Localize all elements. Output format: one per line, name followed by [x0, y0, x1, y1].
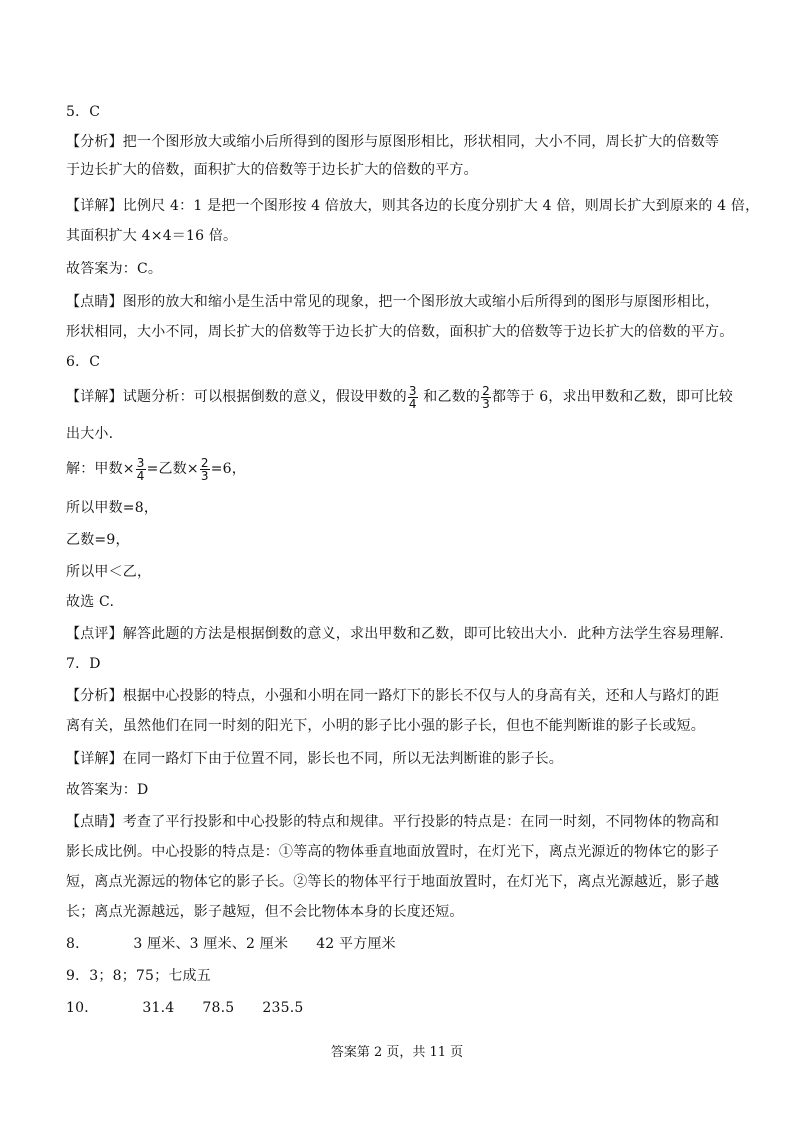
- answer-5-analysis-line-1: 【分析】把一个图形放大或缩小后所得到的图形与原图形相比，形状相同，大小不同，周长扩大的倍数等: [66, 134, 720, 150]
- answer-6-detail-line-2: 出大小.: [66, 426, 114, 442]
- fraction-denominator: 3: [482, 396, 490, 411]
- answer-6-step-1: 所以甲数=8，: [66, 500, 159, 516]
- page-footer: 答案第 2 页，共 11 页: [330, 1045, 464, 1060]
- answer-10-part-3: 235.5: [262, 1000, 304, 1016]
- equation-text-a: 解：甲数×: [66, 461, 135, 477]
- fraction-numerator: 3: [408, 383, 417, 398]
- answer-8-number: 8．: [66, 936, 90, 952]
- equation-text-b: =乙数×: [146, 461, 199, 477]
- answer-6-comment: 【点评】解答此题的方法是根据倒数的意义，求出甲数和乙数，即可比较出大小．此种方法学生容易理解.: [66, 626, 724, 642]
- answer-6-solution-equation: [66, 452, 246, 486]
- answer-8-part-2: 42 平方厘米: [316, 936, 396, 952]
- answer-7-heading: 7．D: [66, 656, 101, 672]
- answer-5-analysis-line-2: 于边长扩大的倍数，面积扩大的倍数等于边长扩大的倍数的平方。: [66, 162, 478, 178]
- answer-7-analysis-line-2: 离有关，虽然他们在同一时刻的阳光下，小明的影子比小强的影子长，但也不能判断谁的影子长或短。: [66, 718, 705, 734]
- answer-7-detail: 【详解】在同一路灯下由于位置不同，影长也不同，所以无法判断谁的影子长。: [66, 751, 563, 767]
- answer-6-detail-text-b: 和乙数的: [418, 389, 481, 405]
- answer-7-comment-line-4: 长；离点光源越远，影子越短，但不会比物体本身的长度还短。: [66, 904, 464, 920]
- answer-10-number: 10．: [66, 1000, 99, 1016]
- answer-6-step-2: 乙数=9，: [66, 532, 130, 548]
- answer-6-conclusion: 故选 C.: [66, 594, 115, 610]
- answer-5-detail-line-2: 其面积扩大 4×4＝16 倍。: [66, 228, 238, 244]
- fraction-three-quarters: [136, 457, 146, 482]
- answer-7-analysis-line-1: 【分析】根据中心投影的特点，小强和小明在同一路灯下的影长不仅与人的身高有关，还和人与路灯的距: [66, 688, 720, 704]
- fraction-denominator: 4: [136, 468, 145, 483]
- answer-9: 9．3；8；75；七成五: [66, 968, 211, 984]
- answer-6-detail-text-c: 都等于 6，求出甲数和乙数，即可比较: [491, 389, 733, 405]
- answer-7-comment-line-2: 影长成比例。中心投影的特点是：①等高的物体垂直地面放置时，在灯光下，离点光源近的物体它的影子: [66, 844, 720, 860]
- fraction-numerator: 2: [200, 455, 209, 470]
- answer-5-conclusion: 故答案为：C。: [66, 261, 163, 277]
- fraction-two-thirds: [200, 457, 210, 482]
- answer-5-comment-line-1: 【点睛】图形的放大和缩小是生活中常见的现象，把一个图形放大或缩小后所得到的图形与原图形相比，: [66, 294, 720, 310]
- answer-5-detail-line-1: 【详解】比例尺 4：1 是把一个图形按 4 倍放大，则其各边的长度分别扩大 4 倍，则周长扩大到原来的 4 倍，: [66, 198, 760, 214]
- answer-6-detail-line-1: [66, 380, 733, 414]
- answer-7-conclusion: 故答案为：D: [66, 782, 149, 798]
- answer-8: [66, 934, 396, 954]
- fraction-numerator: 2: [482, 383, 490, 398]
- answer-6-detail-text-a: 【详解】试题分析：可以根据倒数的意义，假设甲数的: [66, 389, 407, 405]
- fraction-numerator: 3: [136, 455, 145, 470]
- answer-10-part-2: 78.5: [202, 1000, 235, 1016]
- answer-10-part-1: 31.4: [142, 1000, 175, 1016]
- fraction-denominator: 4: [408, 396, 417, 411]
- fraction-three-quarters: [408, 385, 418, 410]
- answer-5-comment-line-2: 形状相同，大小不同，周长扩大的倍数等于边长扩大的倍数，面积扩大的倍数等于边长扩大的倍数的平方。: [66, 324, 734, 340]
- answer-6-step-3: 所以甲＜乙，: [66, 564, 152, 580]
- answer-5-heading: 5．C: [66, 104, 101, 120]
- answer-7-comment-line-1: 【点睛】考查了平行投影和中心投影的特点和规律。平行投影的特点是：在同一时刻，不同物体的物高和: [66, 814, 720, 830]
- answer-6-heading: 6．C: [66, 354, 101, 370]
- fraction-two-thirds: [481, 385, 491, 410]
- fraction-denominator: 3: [200, 468, 209, 483]
- answer-8-part-1: 3 厘米、3 厘米、2 厘米: [133, 936, 289, 952]
- equation-text-c: =6，: [210, 461, 246, 477]
- answer-10: [66, 998, 303, 1018]
- answer-7-comment-line-3: 短，离点光源远的物体它的影子长。②等长的物体平行于地面放置时，在灯光下，离点光源越近，影子越: [66, 874, 720, 890]
